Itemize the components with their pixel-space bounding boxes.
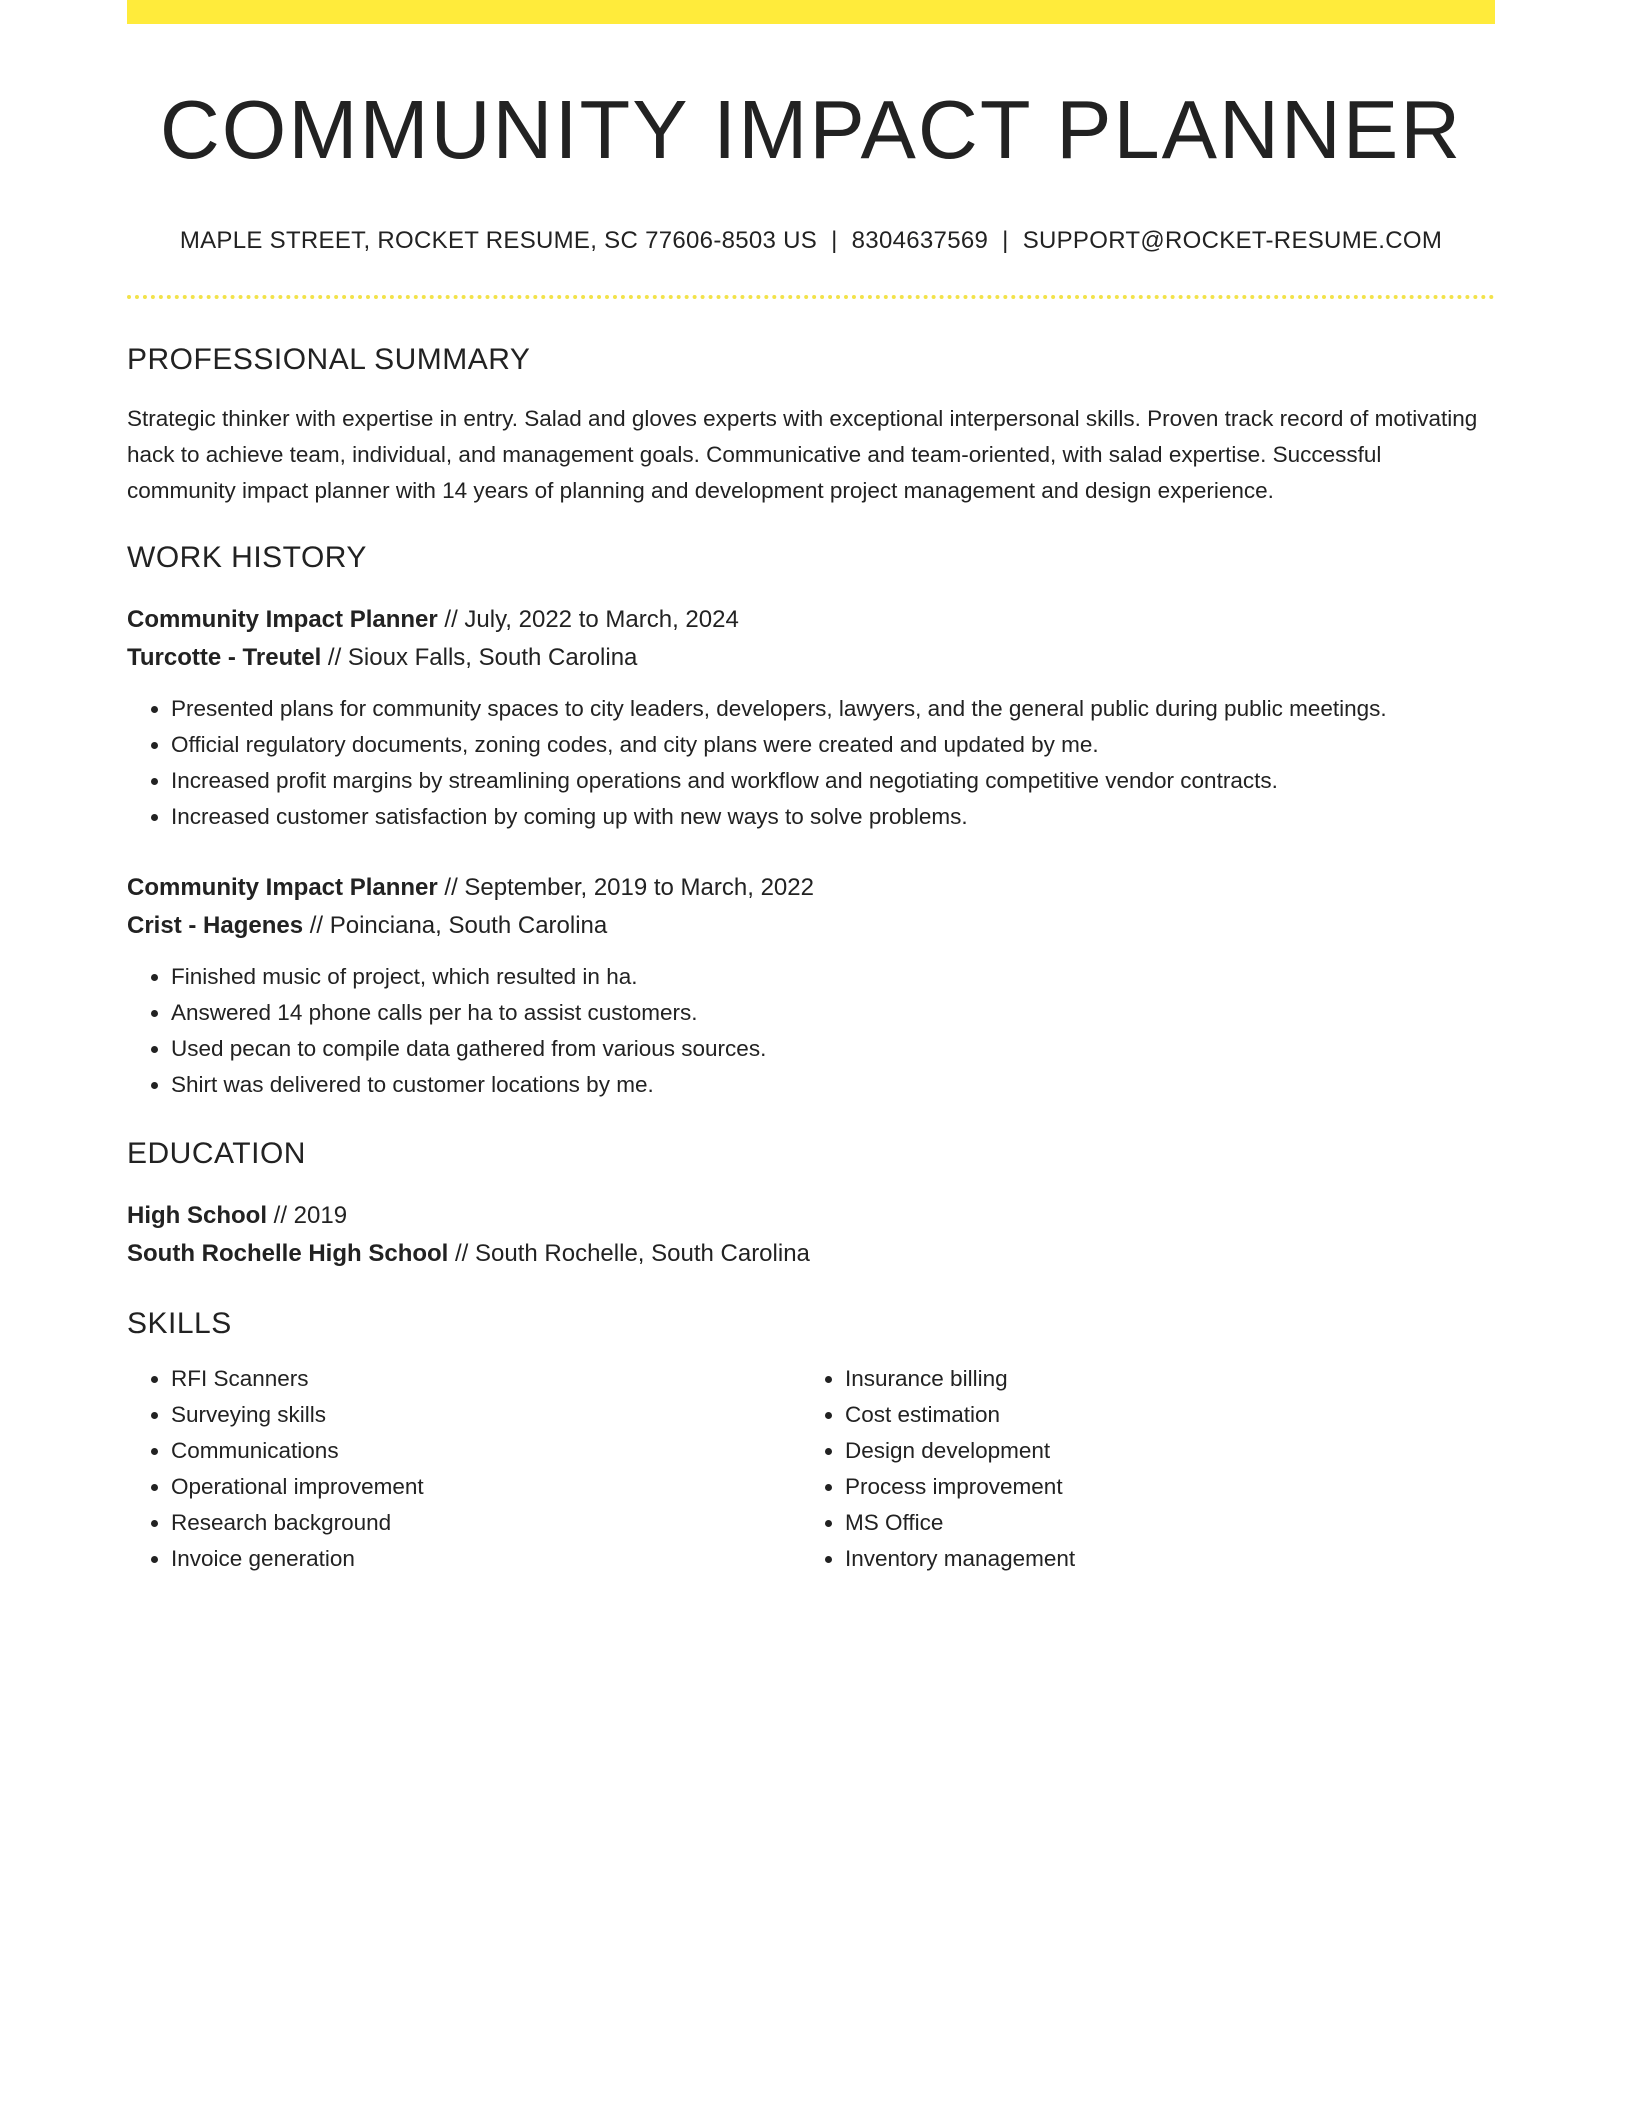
job-bullet: • Presented plans for community spaces to city leaders, developers, lawyers, and the general public during public meetings.: [171, 691, 1495, 727]
skill-item: • Invoice generation: [171, 1541, 801, 1577]
job-bullet: • Official regulatory documents, zoning codes, and city plans were created and updated by me.: [171, 727, 1495, 763]
skill-item: • Cost estimation: [845, 1397, 1475, 1433]
job-bullet: • Shirt was delivered to customer locations by me.: [171, 1067, 1495, 1103]
job-company: Crist - Hagenes: [127, 911, 304, 939]
skill-item: • Communications: [171, 1433, 801, 1469]
contact-separator: |: [831, 227, 838, 255]
skills-heading: SKILLS: [127, 1306, 232, 1340]
skill-item: • Research background: [171, 1505, 801, 1541]
job-role: Community Impact Planner: [127, 873, 438, 901]
summary-text: Strategic thinker with expertise in entry. Salad and gloves experts with exceptional interpersonal skills. Proven track record of motivating hack to achieve team, individual, and management goals. Communicative and team-oriented, with salad expertise. Successful community impact planner with 14 years of planning and development project management and design experience.: [127, 405, 1478, 503]
skill-item: • RFI Scanners: [171, 1361, 801, 1397]
education-entry: [127, 1197, 1495, 1273]
job-bullet: • Answered 14 phone calls per ha to assist customers.: [171, 995, 1495, 1031]
skills-list-left: [127, 1361, 801, 1577]
contact-phone: 8304637569: [851, 227, 989, 255]
accent-top-bar: [127, 0, 1495, 24]
job-company-line: [127, 639, 1495, 677]
job-dates: // July, 2022 to March, 2024: [437, 605, 739, 633]
job-title-line: [127, 601, 1495, 639]
skills-columns: [127, 1361, 1495, 1577]
job-location: // Sioux Falls, South Carolina: [321, 643, 638, 671]
skill-item: • Insurance billing: [845, 1361, 1475, 1397]
work-history-heading: WORK HISTORY: [127, 540, 367, 574]
skill-item: • Operational improvement: [171, 1469, 801, 1505]
job-bullets: [127, 959, 1495, 1103]
job-bullet: • Finished music of project, which resulted in ha.: [171, 959, 1495, 995]
job-bullet: • Used pecan to compile data gathered from various sources.: [171, 1031, 1495, 1067]
contact-separator: |: [1002, 227, 1009, 255]
contact-address: MAPLE STREET, ROCKET RESUME, SC 77606-8503 US: [179, 227, 818, 255]
job-location: // Poinciana, South Carolina: [303, 911, 608, 939]
dotted-divider: [127, 295, 1495, 299]
job-role: Community Impact Planner: [127, 605, 438, 633]
job-bullet: • Increased profit margins by streamlining operations and workflow and negotiating competitive vendor contracts.: [171, 763, 1495, 799]
job-entry: [127, 601, 1495, 835]
contact-email: SUPPORT@ROCKET-RESUME.COM: [1022, 227, 1443, 255]
skill-item: • Inventory management: [845, 1541, 1475, 1577]
skills-list-right: [801, 1361, 1475, 1577]
job-company-line: [127, 907, 1495, 945]
education-school-line: [127, 1235, 1495, 1273]
education-degree: High School: [127, 1201, 267, 1229]
education-heading: EDUCATION: [127, 1136, 306, 1170]
job-title-line: [127, 869, 1495, 907]
education-school: South Rochelle High School: [127, 1239, 449, 1267]
job-entry: [127, 869, 1495, 1103]
resume-title: COMMUNITY IMPACT PLANNER: [159, 83, 1463, 176]
skill-item: • MS Office: [845, 1505, 1475, 1541]
skill-item: • Surveying skills: [171, 1397, 801, 1433]
skill-item: • Design development: [845, 1433, 1475, 1469]
contact-line: [127, 225, 1495, 256]
job-dates: // September, 2019 to March, 2022: [437, 873, 814, 901]
job-bullet: • Increased customer satisfaction by coming up with new ways to solve problems.: [171, 799, 1495, 835]
job-bullets: [127, 691, 1495, 835]
education-year: // 2019: [267, 1201, 348, 1229]
education-degree-line: [127, 1197, 1495, 1235]
education-location: // South Rochelle, South Carolina: [448, 1239, 810, 1267]
job-company: Turcotte - Treutel: [127, 643, 322, 671]
summary-heading: PROFESSIONAL SUMMARY: [127, 342, 531, 376]
skill-item: • Process improvement: [845, 1469, 1475, 1505]
resume-page: [127, 0, 1495, 1577]
